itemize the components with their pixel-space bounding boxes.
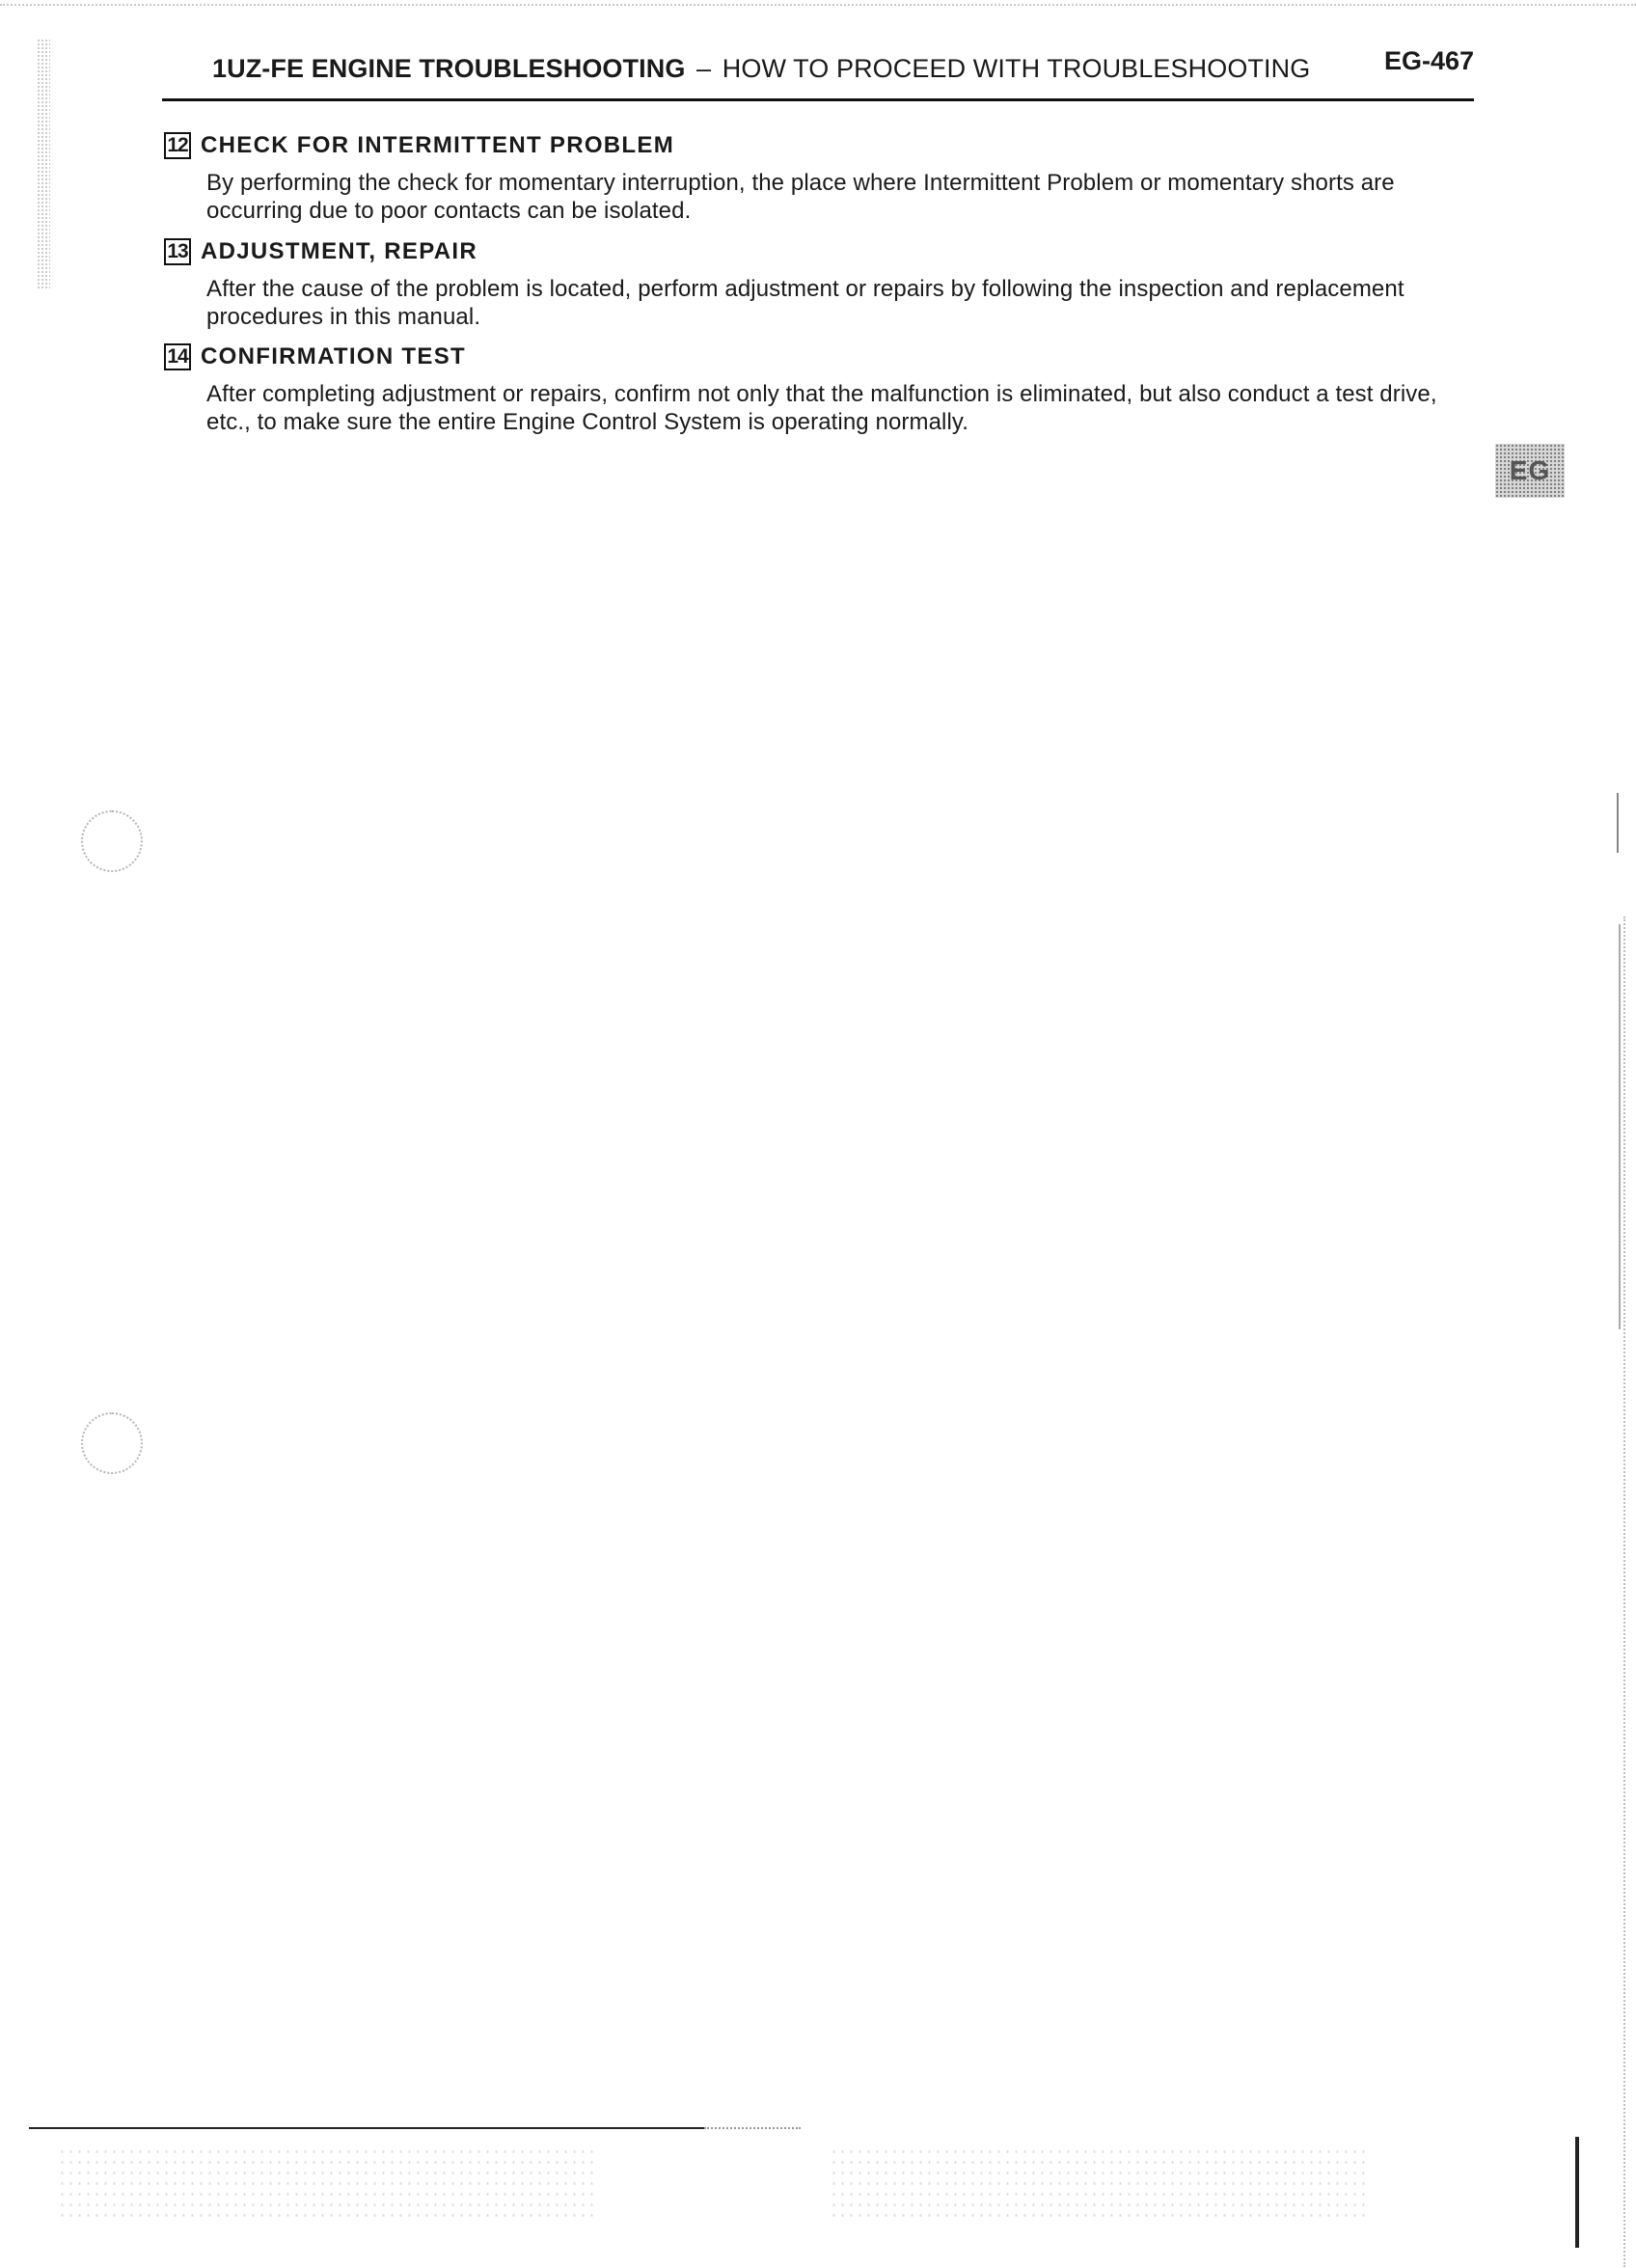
section-heading xyxy=(164,234,1486,269)
header-subtitle: HOW TO PROCEED WITH TROUBLESHOOTING xyxy=(722,54,1311,83)
scan-stipple xyxy=(37,39,50,289)
scan-edge-dots-right xyxy=(1623,916,1625,2267)
section-confirmation-test xyxy=(164,340,1486,436)
section-body: By performing the check for momentary interruption, the place where Intermittent Problem or momentary shorts are occurring due to poor contacts can be isolated. xyxy=(206,170,1395,224)
punch-hole-mark xyxy=(81,1412,143,1474)
header-title: 1UZ-FE ENGINE TROUBLESHOOTING xyxy=(212,54,686,83)
section-adjustment-repair xyxy=(164,234,1486,331)
section-title: CHECK FOR INTERMITTENT PROBLEM xyxy=(201,132,674,158)
footer-edge-bar xyxy=(1575,2137,1579,2248)
scan-edge-dots xyxy=(0,4,1636,6)
section-body: After completing adjustment or repairs, confirm not only that the malfunction is eliminated, but also conduct a test drive, etc., to make sure the entire Engine Control System is operating normally. xyxy=(206,381,1437,435)
header-line xyxy=(212,54,1310,84)
section-title: CONFIRMATION TEST xyxy=(201,343,466,369)
footer-dots xyxy=(704,2127,801,2129)
section-heading xyxy=(164,340,1486,374)
page-number: EG-467 xyxy=(1383,46,1474,75)
section-body: After the cause of the problem is located, perform adjustment or repairs by following the inspection and replacement procedures in this manual. xyxy=(206,276,1404,330)
chapter-tab: EG xyxy=(1495,444,1565,498)
header-separator: – xyxy=(696,54,712,83)
section-heading xyxy=(164,128,1486,163)
footer-rule xyxy=(29,2127,704,2129)
punch-hole-mark xyxy=(81,810,143,872)
scan-noise xyxy=(830,2146,1370,2224)
page-header xyxy=(162,46,1474,101)
step-number-box: 14 xyxy=(164,343,191,370)
section-title: ADJUSTMENT, REPAIR xyxy=(201,238,477,264)
scan-noise xyxy=(58,2146,598,2224)
step-number-box: 13 xyxy=(164,238,191,265)
scan-edge-line xyxy=(1617,793,1619,853)
scan-edge-line xyxy=(1619,924,1621,1329)
section-check-intermittent-problem xyxy=(164,128,1486,225)
step-number-box: 12 xyxy=(164,132,191,159)
